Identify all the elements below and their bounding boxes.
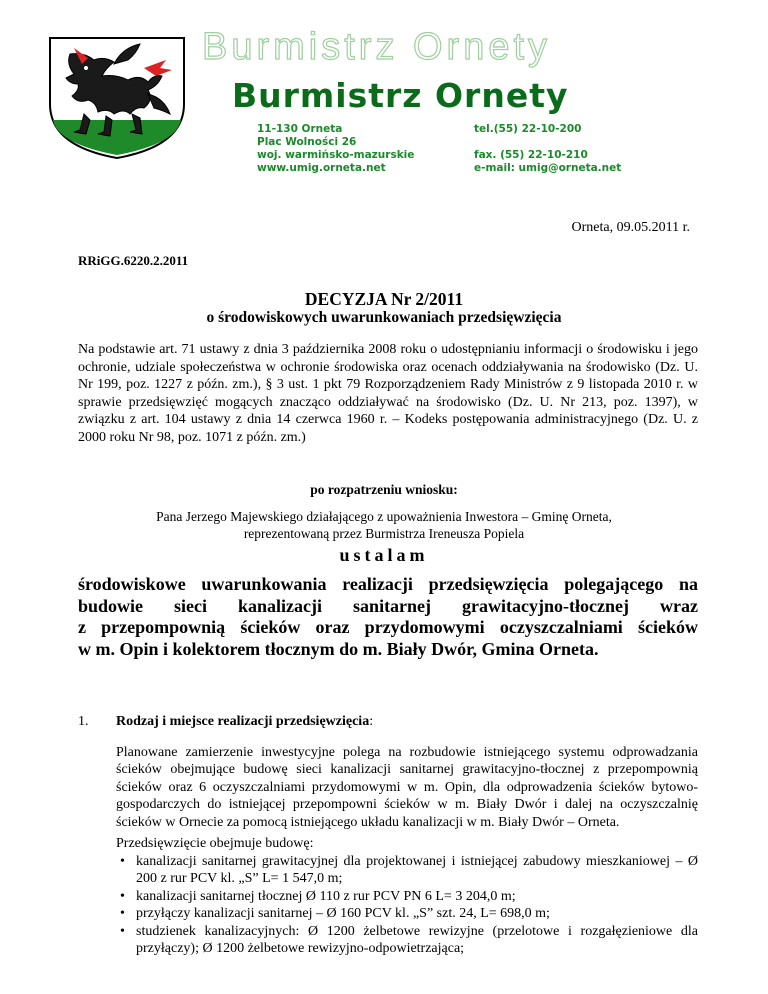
decision-subtitle: o środowiskowych uwarunkowaniach przedsięwzięcia [206,309,562,326]
decision-title: DECYZJA Nr 2/2011 [304,289,464,309]
after-review-label: po rozpatrzeniu wniosku: [310,482,458,497]
decision-line: z przepompownią ścieków oraz przydomowymi oczyszczalniami ścieków [78,617,698,637]
address-line: woj. warmińsko-mazurskie [257,149,415,161]
phone-number: tel.(55) 22-10-200 [474,123,582,135]
list-item: • przyłączy kanalizacji sanitarnej – Ø 160 PCV kl. „S” szt. 24, L= 698,0 m; [116,905,698,922]
applicant-block [0,508,768,542]
coat-of-arms-logo [44,34,190,160]
document-date: Orneta, 09.05.2011 r. [571,220,690,235]
scope-intro: Przedsięwzięcie obejmuje budowę: [116,836,314,851]
ustalam-heading: ustalam [339,545,429,565]
decision-statement [78,574,698,660]
section-title-text: Rodzaj i miejsce realizacji przedsięwzięcia [116,714,370,729]
letterhead-watermark-title: Burmistrz Ornety [202,26,552,68]
address-line: Plac Wolności 26 [257,136,357,148]
website-link[interactable]: www.umig.orneta.net [257,162,386,174]
decision-line: budowie sieci kanalizacji sanitarnej grawitacyjno-tłocznej wraz [78,595,698,616]
decision-line: w m. Opin i kolektorem tłocznym do m. Biały Dwór, Gmina Orneta. [78,638,599,659]
contact-block [474,123,621,175]
reference-number: RRiGG.6220.2.2011 [78,253,189,268]
letterhead-title: Burmistrz Ornety [232,76,569,115]
scope-list [116,853,698,957]
list-item: • kanalizacji sanitarnej grawitacyjnej dla projektowanej i istniejącej zabudowy mieszkaniowej – Ø 200 z rur PCV kl. „S” L= 1 547,0 m; [116,853,698,888]
section-title [116,714,373,730]
section-title-colon: : [369,714,374,729]
applicant-line: reprezentowaną przez Burmistrza Ireneusza Popiela [243,526,525,541]
address-block [257,123,414,175]
decision-line: środowiskowe uwarunkowania realizacji przedsięwzięcia polegającego na [78,574,698,594]
email-link[interactable]: e-mail: umig@orneta.net [474,162,622,174]
section-number: 1. [78,714,89,729]
list-item: • studzienek kanalizacyjnych: Ø 1200 żelbetowe rewizyjne (przelotowe i rozgałęzieniowe dla przyłączy); Ø 1200 żelbetowe rewizyjno-odpowietrzająca; [116,923,698,958]
applicant-line: Pana Jerzego Majewskiego działającego z upoważnienia Inwestora – Gminę Orneta, [156,509,612,524]
section-description: Planowane zamierzenie inwestycyjne polega na rozbudowie istniejącego systemu odprowadzania ścieków obejmujące budowę sieci kanalizacji sanitarnej grawitacyjno-tłocznej z przepompownią ścieków oraz 6 oczyszczalniami przydomowymi w m. Opin, dla odprowadzenia ścieków bytowo-gospodarczych do istniejącej przepompowni ścieków w m. Biały Dwór i dalej na oczyszczalnię ścieków w Ornecie za pomocą istniejącego układu kanalizacji w m. Biały Dwór – Orneta. [116,745,698,830]
fax-number: fax. (55) 22-10-210 [474,149,588,161]
list-item: • kanalizacji sanitarnej tłocznej Ø 110 z rur PCV PN 6 L= 3 204,0 m; [116,888,698,905]
address-line: 11-130 Orneta [257,123,343,135]
legal-basis-paragraph: Na podstawie art. 71 ustawy z dnia 3 października 2008 roku o udostępnianiu informacji o środowisku i jego ochronie, udziale społeczeństwa w ochronie środowiska oraz ocenach oddziaływania na środowisko (Dz. U. Nr 199, poz. 1227 z późn. zm.), § 3 ust. 1 pkt 79 Rozporządzeniem Rady Ministrów z 9 listopada 2010 r. w sprawie przedsięwzięć mogących znacząco oddziaływać na środowisko (Dz. U. Nr 213, poz. 1397), w związku z art. 104 ustawy z dnia 14 czerwca 1960 r. – Kodeks postępowania administracyjnego (Dz. U. z 2000 roku Nr 98, poz. 1071 z późn. zm.) [78,342,698,445]
